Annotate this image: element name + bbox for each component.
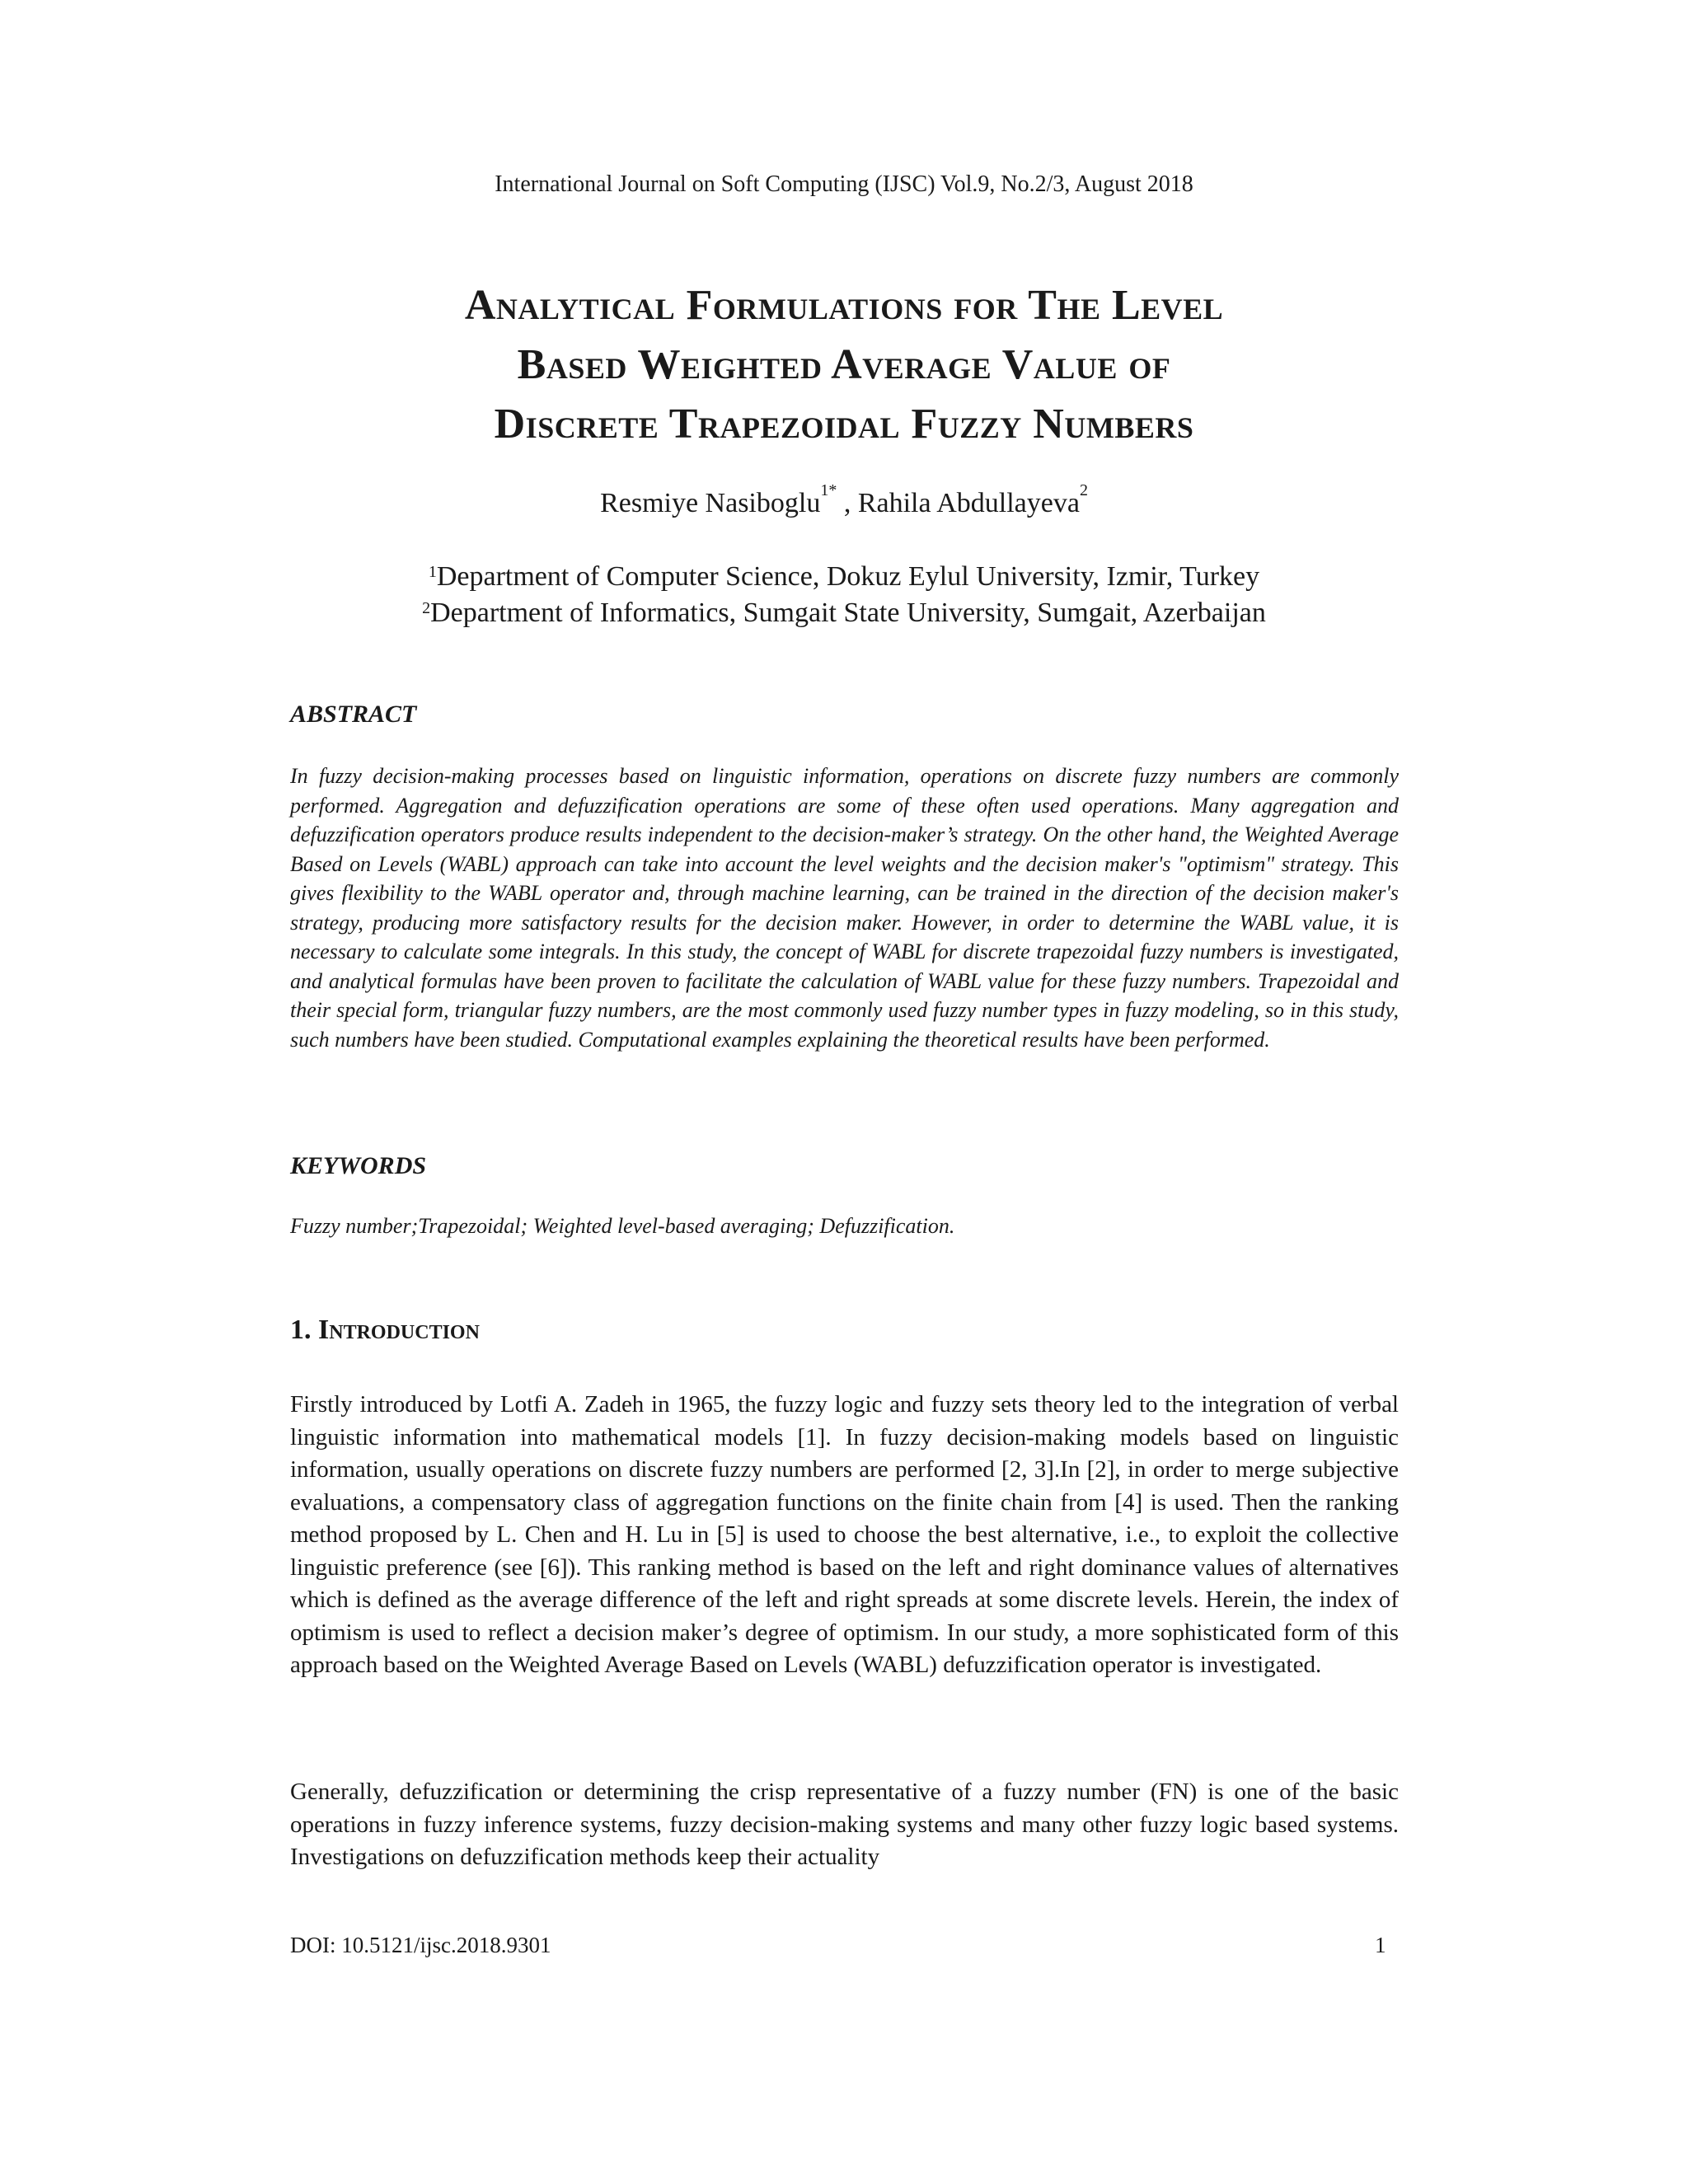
introduction-heading: 1. Introduction	[290, 1315, 480, 1345]
author-2-marker: 2	[1079, 481, 1088, 499]
keywords-heading: KEYWORDS	[290, 1152, 427, 1179]
author-1-marker: 1*	[820, 481, 837, 499]
affiliation-1-text: Department of Computer Science, Dokuz Eylul University, Izmir, Turkey	[436, 561, 1260, 592]
introduction-paragraph-1: Firstly introduced by Lotfi A. Zadeh in 1965, the fuzzy logic and fuzzy sets theory led to the integration of verbal linguistic information into mathematical models [1]. In fuzzy decision-making models based on linguistic information, usually operations on discrete fuzzy numbers are performed [2, 3].In [2], in order to merge subjective evaluations, a compensatory class of aggregation functions on the finite chain from [4] is used. Then the ranking method proposed by L. Chen and H. Lu in [5] is used to choose the best alternative, i.e., to exploit the collective linguistic preference (see [6]). This ranking method is based on the left and right dominance values of alternatives which is defined as the average difference of the left and right spreads at some discrete levels. Herein, the index of optimism is used to reflect a decision maker’s degree of optimism. In our study, a more sophisticated form of this approach based on the Weighted Average Based on Levels (WABL) defuzzification operator is investigated.	[290, 1391, 1399, 1678]
affiliation-2-text: Department of Informatics, Sumgait State University, Sumgait, Azerbaijan	[430, 598, 1266, 628]
affiliation-2-marker: 2	[422, 599, 431, 617]
page-number: 1	[1375, 1933, 1386, 1957]
doi: DOI: 10.5121/ijsc.2018.9301	[290, 1933, 551, 1957]
author-2-name: Rahila Abdullayeva	[857, 488, 1080, 518]
title-line-2: Based Weighted Average Value of	[517, 341, 1171, 388]
affiliation-1-marker: 1	[428, 563, 437, 581]
abstract-heading: ABSTRACT	[290, 701, 417, 728]
running-head: International Journal on Soft Computing (IJSC) Vol.9, No.2/3, August 2018	[495, 171, 1193, 197]
introduction-paragraph-2: Generally, defuzzification or determining the crisp representative of a fuzzy number (FN) is one of the basic operations in fuzzy inference systems, fuzzy decision-making systems and many other fuzzy logic based systems. Investigations on defuzzification methods keep their actuality	[290, 1779, 1399, 1870]
title-line-1: Analytical Formulations for The Level	[464, 282, 1224, 329]
affiliation-2	[0, 595, 1688, 631]
author-1-name: Resmiye Nasiboglu	[600, 488, 821, 518]
affiliation-1	[0, 559, 1688, 595]
keywords-body: Fuzzy number;Trapezoidal; Weighted level-based averaging; Defuzzification.	[290, 1214, 955, 1238]
author-separator: ,	[837, 488, 858, 518]
affiliations	[0, 559, 1688, 631]
paper-title	[247, 276, 1441, 454]
title-line-3: Discrete Trapezoidal Fuzzy Numbers	[494, 401, 1194, 448]
author-list	[0, 481, 1688, 519]
abstract-body: In fuzzy decision-making processes based on linguistic information, operations on discrete fuzzy numbers are commonly performed. Aggregation and defuzzification operations are some of these often used operations. Many aggregation and defuzzification operators produce results independent to the decision-maker’s strategy. On the other hand, the Weighted Average Based on Levels (WABL) approach can take into account the level weights and the decision maker's "optimism" strategy. This gives flexibility to the WABL operator and, through machine learning, can be trained in the direction of the decision maker's strategy, producing more satisfactory results for the decision maker. However, in order to determine the WABL value, it is necessary to calculate some integrals. In this study, the concept of WABL for discrete trapezoidal fuzzy numbers is investigated, and analytical formulas have been proven to facilitate the calculation of WABL value for these fuzzy numbers. Trapezoidal and their special form, triangular fuzzy numbers, are the most commonly used fuzzy number types in fuzzy modeling, so in this study, such numbers have been studied. Computational examples explaining the theoretical results have been performed.	[290, 764, 1399, 1052]
